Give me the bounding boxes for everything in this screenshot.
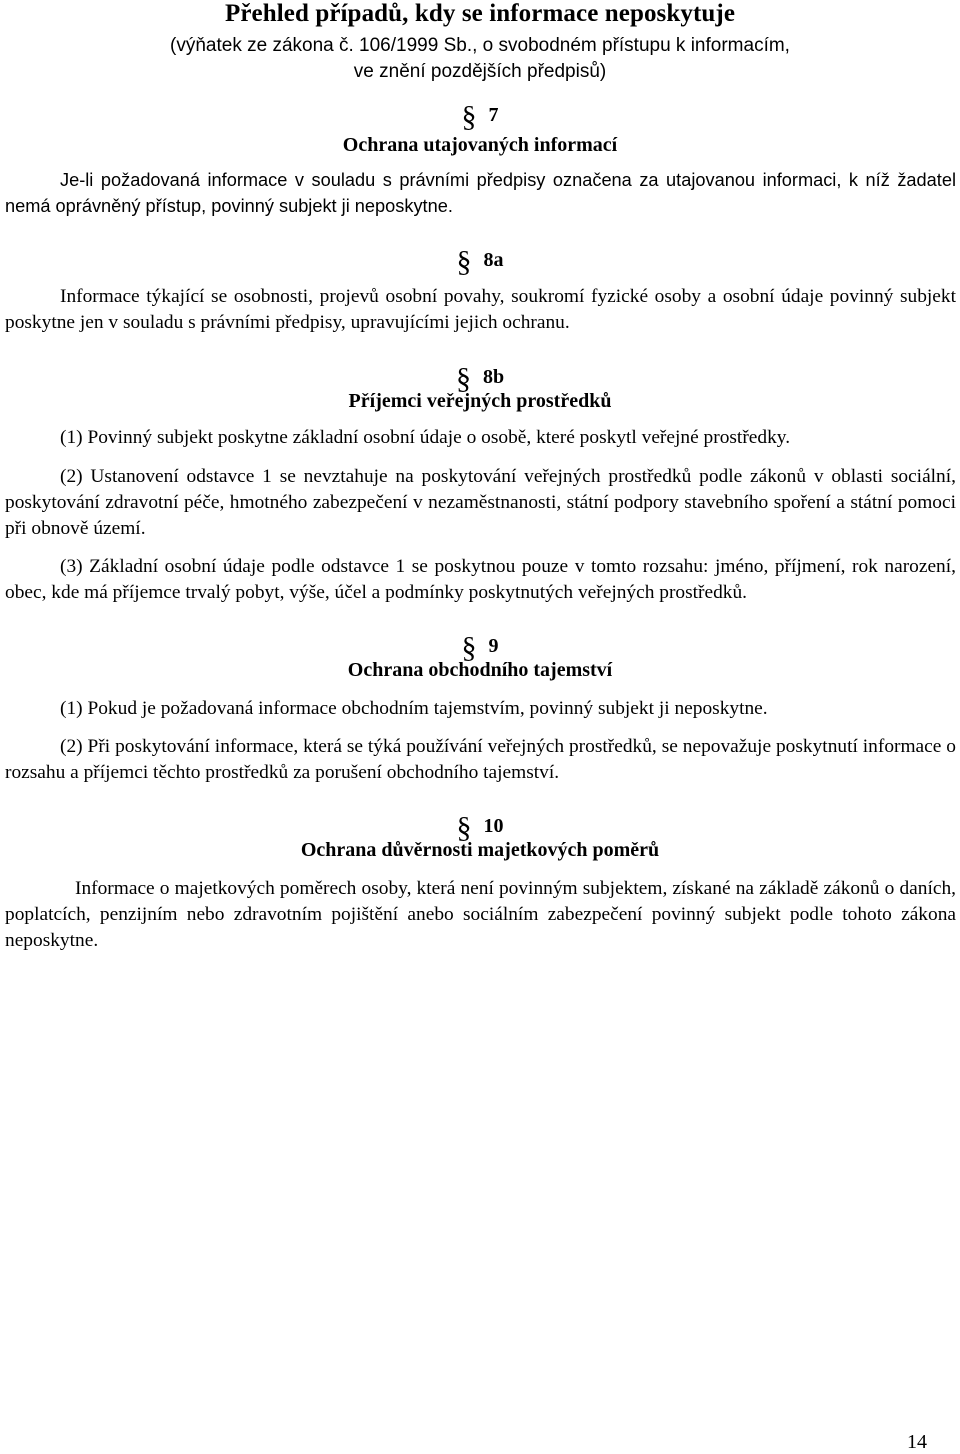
section-10-paragraph: Informace o majetkových poměrech osoby, která není povinným subjektem, získané na základě zákonů o daních, poplatcích, penzijním nebo zdravotním pojištění anebo sociálním zabezpečení povinný subjekt podle tohoto zákona neposkytne.	[5, 878, 956, 951]
section-sign-icon: §	[456, 811, 472, 844]
section-title-10: Ochrana důvěrnosti majetkových poměrů	[300, 839, 660, 861]
section-number: 7	[488, 104, 499, 126]
section-number-7	[0, 100, 960, 133]
subtitle-line: ve znění pozdějších předpisů)	[353, 60, 607, 82]
page-number: 14	[907, 1431, 927, 1453]
section-title-9: Ochrana obchodního tajemství	[347, 659, 613, 681]
section-sign-icon: §	[456, 245, 472, 278]
section-number: 10	[483, 815, 504, 837]
page-subtitle	[0, 33, 960, 84]
section-number-10	[0, 811, 960, 844]
section-number-9	[0, 631, 960, 664]
section-9-paragraph-2: (2) Při poskytování informace, která se týká používání veřejných prostředků, se nepovažuje poskytnutí informace o rozsahu a příjemci těchto prostředků za porušení obchodního tajemství.	[5, 736, 956, 783]
section-number: 9	[488, 635, 499, 657]
section-sign-icon: §	[455, 362, 471, 395]
page-title: Přehled případů, kdy se informace neposkytuje	[224, 0, 736, 27]
section-8b-paragraph-2: (2) Ustanovení odstavce 1 se nevztahuje na poskytování veřejných prostředků podle zákonů v oblasti sociální, poskytování zdravotní péče, hmotného zabezpečení v nezaměstnanosti, státní podpory stavebního spoření a státní pomoci při obnově území.	[5, 466, 956, 539]
section-number: 8b	[482, 366, 505, 388]
section-title-7: Ochrana utajovaných informací	[342, 134, 618, 156]
section-number-8b	[0, 362, 960, 395]
section-9-paragraph-1: (1) Pokud je požadovaná informace obchodním tajemstvím, povinný subjekt ji neposkytne.	[60, 698, 768, 719]
section-8b-paragraph-3: (3) Základní osobní údaje podle odstavce 1 se poskytnou pouze v tomto rozsahu: jméno, příjmení, rok narození, obec, kde má příjemce trvalý pobyt, výše, účel a podmínky poskytnutých veřejných prostředků.	[5, 556, 956, 603]
section-number-8a	[0, 245, 960, 278]
subtitle-line: (výňatek ze zákona č. 106/1999 Sb., o svobodném přístupu k informacím,	[170, 35, 790, 56]
section-title-8b: Příjemci veřejných prostředků	[348, 390, 612, 412]
section-sign-icon: §	[461, 631, 477, 664]
section-8b-paragraph-1: (1) Povinný subjekt poskytne základní osobní údaje o osobě, které poskytl veřejné prostředky.	[60, 427, 791, 448]
section-number: 8a	[483, 249, 504, 271]
section-8a-paragraph: Informace týkající se osobnosti, projevů osobní povahy, soukromí fyzické osoby a osobní údaje povinný subjekt poskytne jen v souladu s právními předpisy, upravujícími jejich ochranu.	[5, 286, 956, 333]
section-7-paragraph: Je-li požadovaná informace v souladu s právními předpisy označena za utajovanou informaci, k níž žadatel nemá oprávněný přístup, povinný subjekt ji neposkytne.	[5, 170, 956, 216]
section-sign-icon: §	[461, 100, 477, 133]
